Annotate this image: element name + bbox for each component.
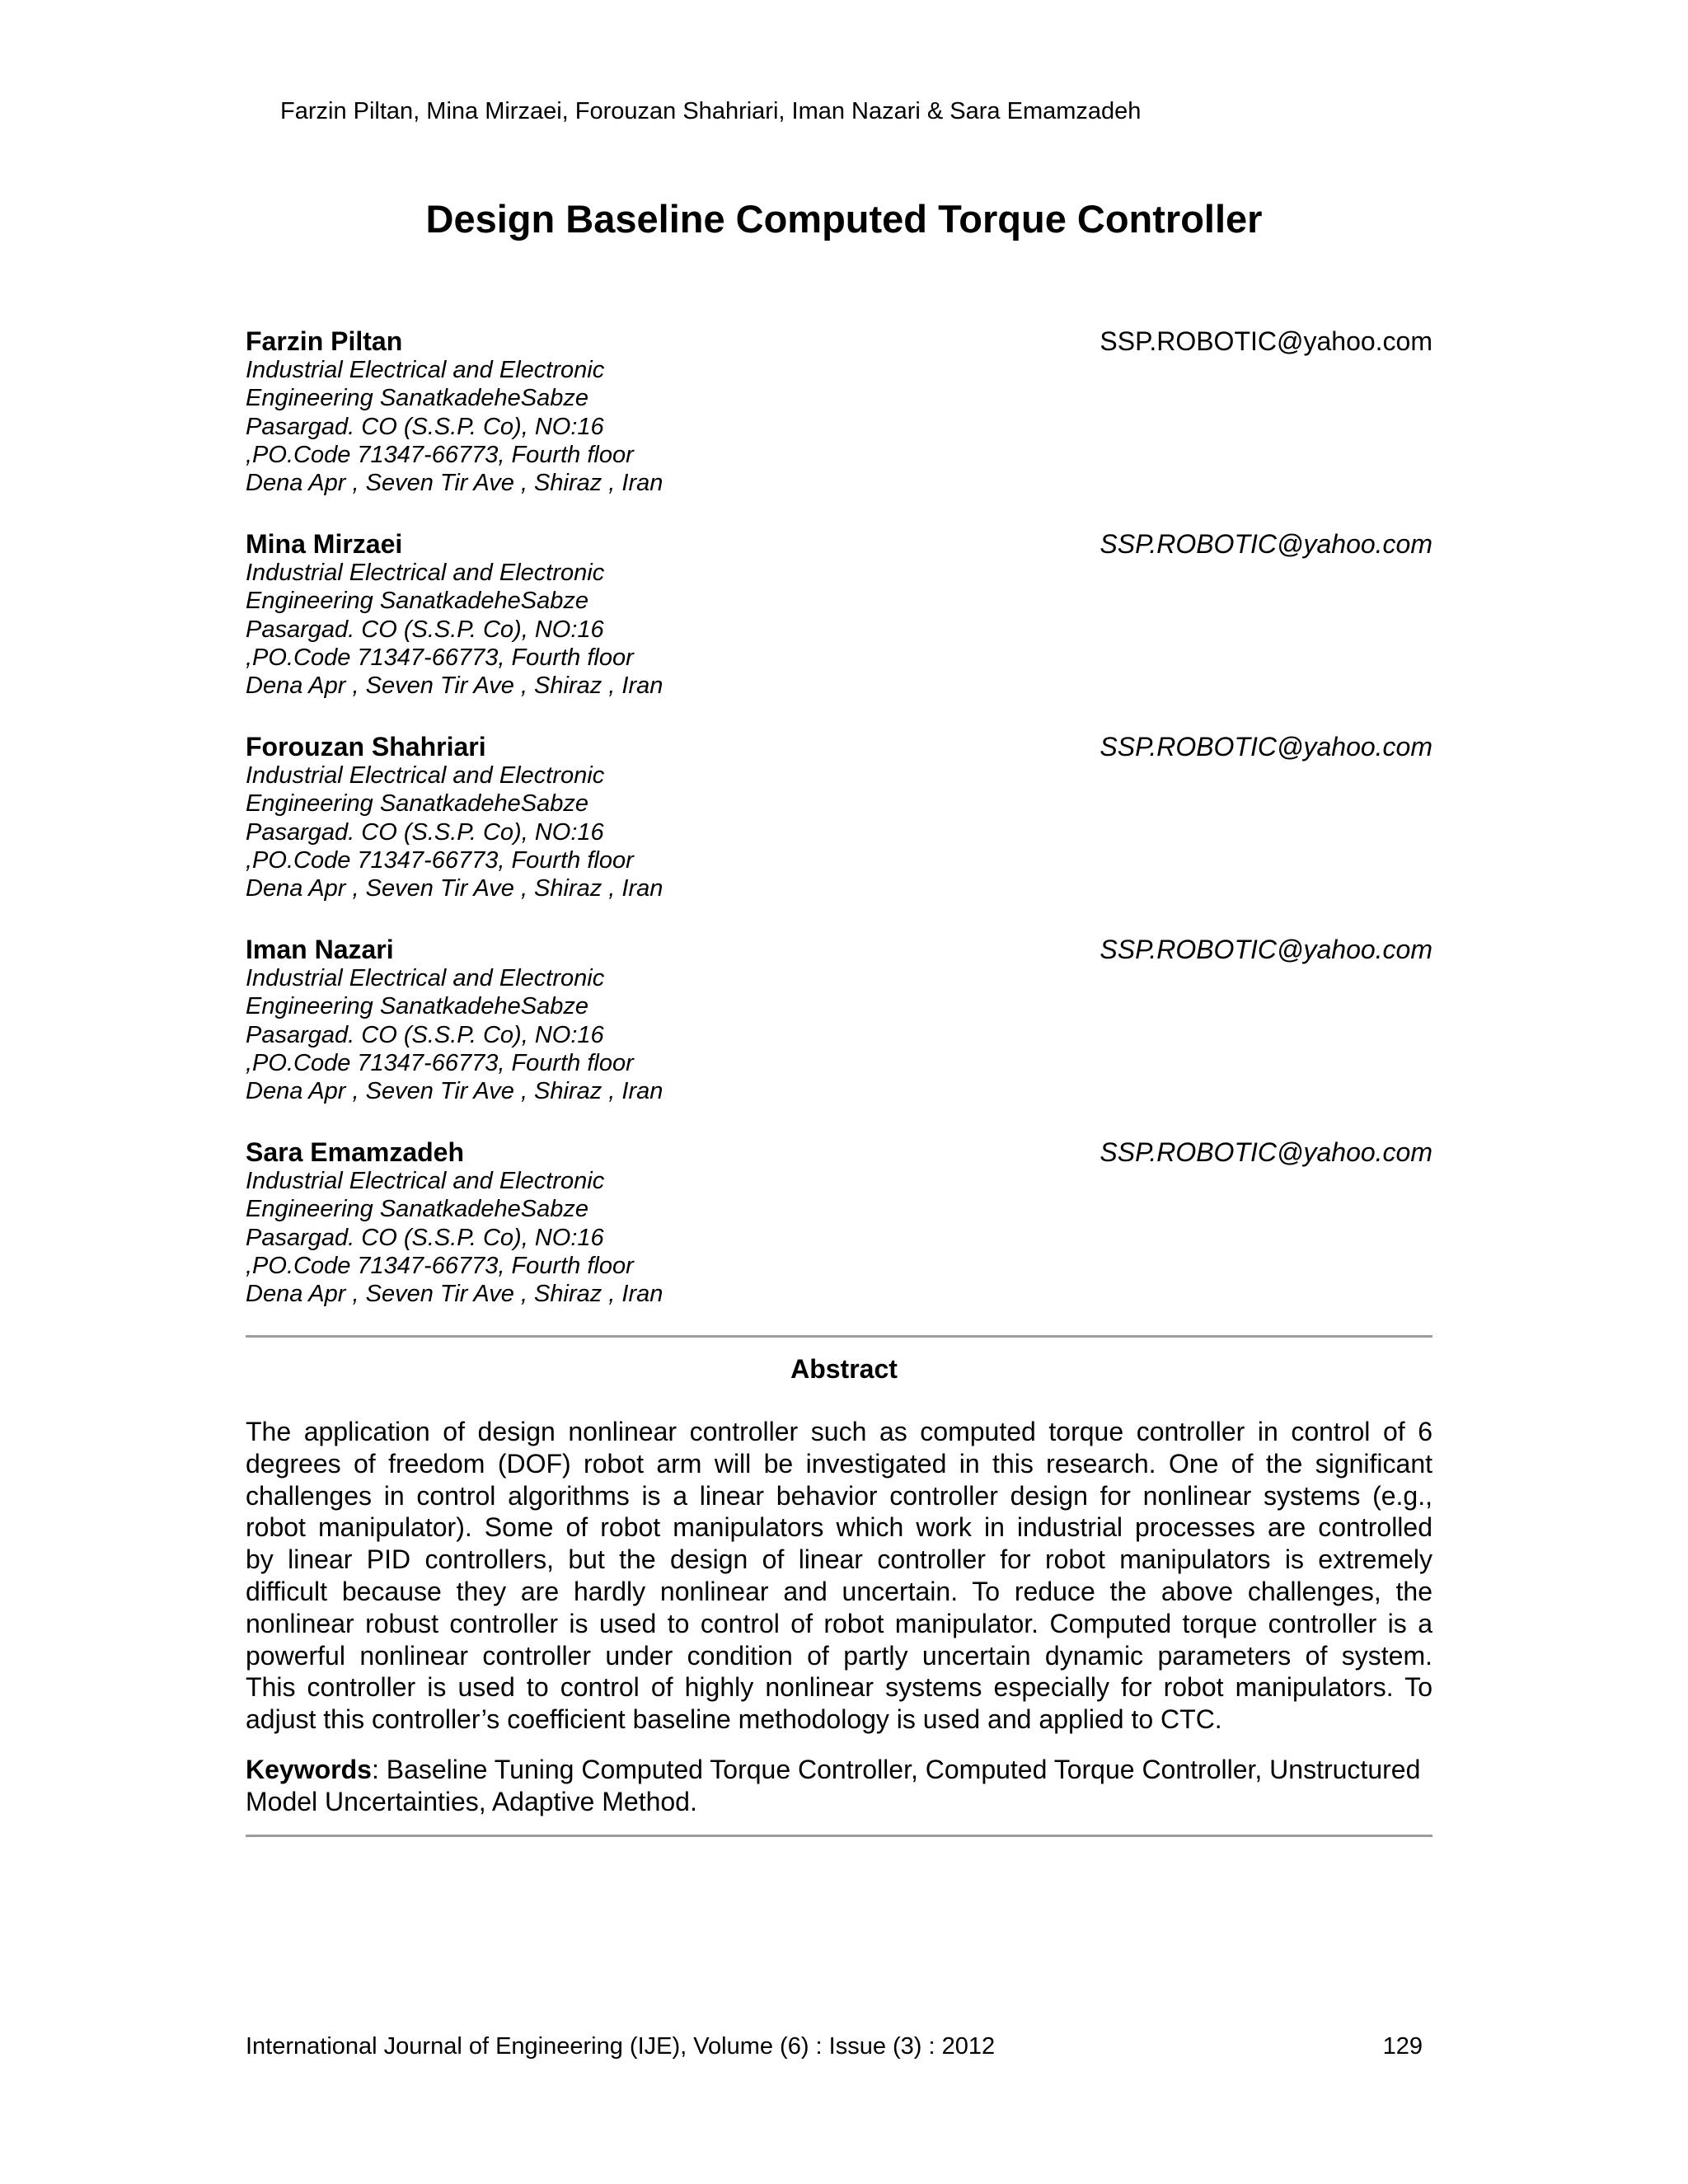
author-block [246,935,1432,1137]
abstract-heading: Abstract [790,1354,898,1384]
affiliation-line: ,PO.Code 71347-66773, Fourth floor [246,846,634,874]
bottom-divider [246,1835,1432,1837]
affiliation-line: ,PO.Code 71347-66773, Fourth floor [246,1252,634,1279]
abstract-body [246,1416,1432,1736]
author-affiliation [246,356,1432,497]
affiliation-line: Pasargad. CO (S.S.P. Co), NO:16 [246,1021,604,1048]
author-name: Farzin Piltan [246,326,403,356]
affiliation-line: Dena Apr , Seven Tir Ave , Shiraz , Iran [246,1078,663,1105]
affiliation-line: Pasargad. CO (S.S.P. Co), NO:16 [246,1224,604,1251]
author-block [246,326,1432,529]
page-footer [246,2032,1432,2060]
affiliation-line: ,PO.Code 71347-66773, Fourth floor [246,1049,634,1076]
affiliation-line: Industrial Electrical and Electronic [246,560,605,586]
author-affiliation [246,559,1432,700]
keywords-label: Keywords [246,1755,372,1784]
affiliation-line: Dena Apr , Seven Tir Ave , Shiraz , Iran [246,1281,663,1308]
affiliation-line: Dena Apr , Seven Tir Ave , Shiraz , Iran [246,875,663,902]
paper-title: Design Baseline Computed Torque Controller [425,197,1263,241]
abstract-line: powerful nonlinear controller under condition of partly uncertain dynamic parameters of system. [246,1640,1432,1671]
author-affiliation [246,964,1432,1105]
affiliation-line: Industrial Electrical and Electronic [246,1168,605,1194]
affiliation-line: ,PO.Code 71347-66773, Fourth floor [246,644,634,671]
affiliation-line: Engineering SanatkadeheSabze [246,1196,588,1223]
affiliation-line: Dena Apr , Seven Tir Ave , Shiraz , Iran [246,673,663,700]
author-block [246,732,1432,935]
abstract-line: adjust this controller’s coefficient baseline methodology is used and applied to CTC. [246,1704,1222,1735]
author-block [246,529,1432,732]
keywords [246,1754,1432,1818]
affiliation-line: Engineering SanatkadeheSabze [246,993,588,1020]
author-email[interactable]: SSP.ROBOTIC@yahoo.com [1100,529,1432,559]
running-head: Farzin Piltan, Mina Mirzaei, Forouzan Shahriari, Iman Nazari & Sara Emamzadeh [280,98,1142,124]
author-name: Iman Nazari [246,935,394,964]
affiliation-line: Pasargad. CO (S.S.P. Co), NO:16 [246,818,604,846]
journal-citation: International Journal of Engineering (IJE), Volume (6) : Issue (3) : 2012 [246,2033,996,2060]
author-list [246,326,1432,1340]
abstract-line: This controller is used to control of highly nonlinear systems especially for robot manipulators. To [246,1672,1432,1703]
affiliation-line: Engineering SanatkadeheSabze [246,385,588,412]
abstract-line: challenges in control algorithms is a linear behavior controller design for nonlinear systems (e.g., [246,1480,1432,1511]
author-name: Sara Emamzadeh [246,1137,465,1167]
author-name: Mina Mirzaei [246,529,403,559]
abstract-line: by linear PID controllers, but the design of linear controller for robot manipulators is extremely [246,1544,1432,1575]
abstract-line: degrees of freedom (DOF) robot arm will be investigated in this research. One of the significant [246,1448,1432,1479]
author-email[interactable]: SSP.ROBOTIC@yahoo.com [1100,732,1432,762]
abstract-line: The application of design nonlinear controller such as computed torque controller in control of 6 [246,1417,1432,1446]
affiliation-line: Engineering SanatkadeheSabze [246,790,588,818]
author-affiliation [246,1167,1432,1308]
author-email[interactable]: SSP.ROBOTIC@yahoo.com [1100,935,1432,964]
affiliation-line: Industrial Electrical and Electronic [246,762,605,789]
affiliation-line: Industrial Electrical and Electronic [246,965,605,991]
author-email[interactable]: SSP.ROBOTIC@yahoo.com [1100,1137,1432,1167]
affiliation-line: Dena Apr , Seven Tir Ave , Shiraz , Iran [246,470,663,497]
author-affiliation [246,762,1432,902]
abstract-line: robot manipulator). Some of robot manipulators which work in industrial processes are controlled [246,1512,1432,1543]
affiliation-line: ,PO.Code 71347-66773, Fourth floor [246,441,634,468]
top-divider [246,1335,1432,1338]
abstract-line: nonlinear robust controller is used to control of robot manipulator. Computed torque controller is a [246,1608,1432,1638]
author-block [246,1137,1432,1340]
page-number: 129 [1382,2033,1423,2060]
affiliation-line: Pasargad. CO (S.S.P. Co), NO:16 [246,413,604,440]
affiliation-line: Pasargad. CO (S.S.P. Co), NO:16 [246,616,604,643]
abstract-line: difficult because they are hardly nonlinear and uncertain. To reduce the above challenges, the [246,1576,1432,1606]
affiliation-line: Engineering SanatkadeheSabze [246,588,588,615]
author-email[interactable]: SSP.ROBOTIC@yahoo.com [1100,326,1432,356]
author-name: Forouzan Shahriari [246,732,486,762]
affiliation-line: Industrial Electrical and Electronic [246,357,605,383]
keywords-text: : Baseline Tuning Computed Torque Controller, Computed Torque Controller, Unstructured Model Uncertainties, Adaptive Method. [246,1755,1421,1816]
